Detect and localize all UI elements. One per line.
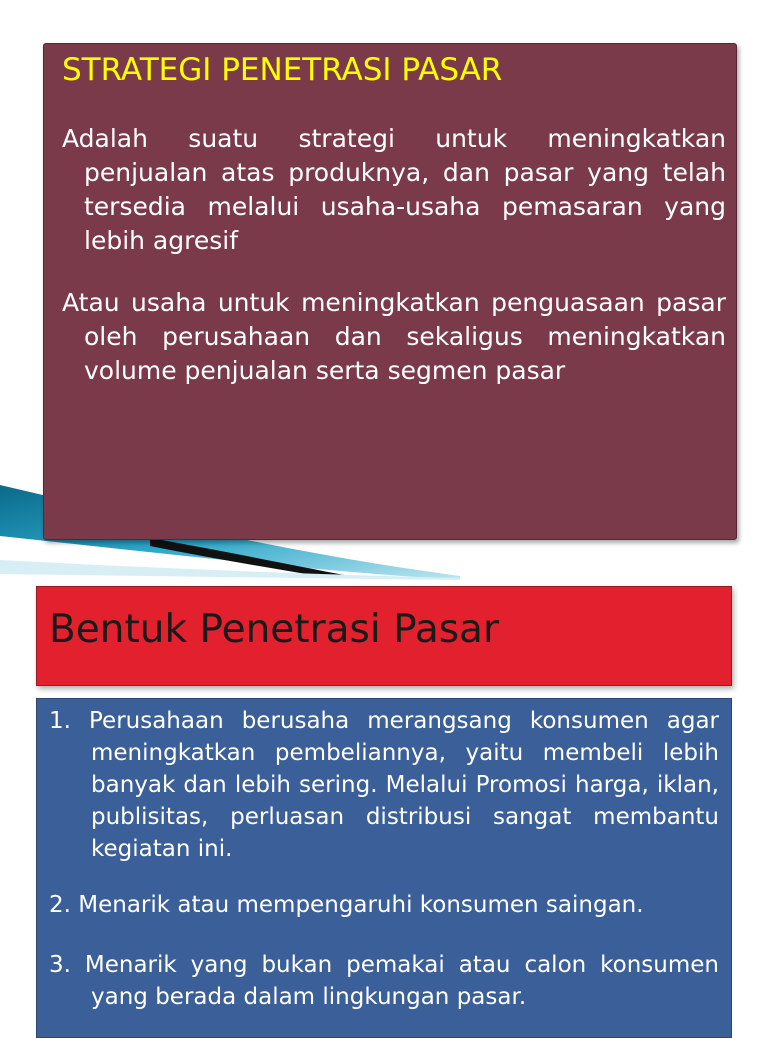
definition-card xyxy=(43,43,737,540)
definition-paragraph-2: Atau usaha untuk meningkatkan penguasaan pasar oleh perusahaan dan sekaligus meningkatkan volume penjualan serta segmen pasar xyxy=(62,288,726,385)
section-heading: Bentuk Penetrasi Pasar xyxy=(49,607,499,652)
section-heading-card xyxy=(36,586,732,686)
list-card xyxy=(36,698,732,1038)
card-title: STRATEGI PENETRASI PASAR xyxy=(62,52,503,88)
list-item-2: 2. Menarik atau mempengaruhi konsumen saingan. xyxy=(49,892,644,918)
definition-paragraph-1: Adalah suatu strategi untuk meningkatkan penjualan atas produknya, dan pasar yang telah tersedia melalui usaha-usaha pemasaran yang lebih agresif xyxy=(62,124,726,255)
list-item-3: 3. Menarik yang bukan pemakai atau calon konsumen yang berada dalam lingkungan pasar. xyxy=(49,952,719,1010)
list-item-1: 1. Perusahaan berusaha merangsang konsumen agar meningkatkan pembeliannya, yaitu membeli lebih banyak dan lebih sering. Melalui Promosi harga, iklan, publisitas, perluasan distribusi sangat membantu kegiatan ini. xyxy=(49,708,719,862)
